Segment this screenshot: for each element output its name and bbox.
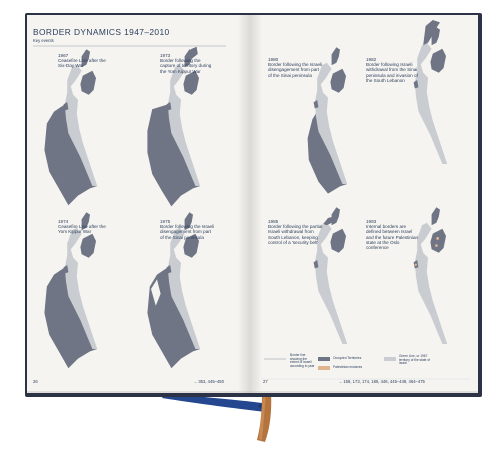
- legend-green-line-swatch: [384, 357, 396, 361]
- copper-ribbon-bookmark: [257, 392, 271, 442]
- caption-1975: 1975 Border following the Israeli disengagement from part of the Sinai peninsula: [160, 219, 215, 240]
- caption-1980: 1980 Border following the Israeli disengagement from part of the Sinai peninsula: [268, 57, 323, 78]
- legend-occupied-label: Occupied Territories: [333, 356, 362, 360]
- legend-palestinian-label: Palestinian enclaves: [333, 365, 363, 369]
- page-subtitle: Key events: [33, 38, 54, 43]
- caption-1974: 1974 Ceasefire Line after the Yom Kippur War: [58, 219, 106, 235]
- legend-border-label: Border line showing the extent of Israeli according to year: [290, 353, 315, 368]
- caption-1993: 1993 Internal borders are defined between Israel and the future Palestinian state at the Oslo conference: [366, 219, 419, 250]
- legend-green-line-label: Green Line, or 1967 territory of the state of Israel: [399, 354, 431, 366]
- right-page-number: 27: [263, 379, 268, 384]
- page-title: BORDER DYNAMICS 1947–2010: [33, 27, 170, 37]
- caption-1982: 1982 Border following Israeli withdrawal from the Sinai peninsula and invasion of the South Lebanon: [366, 57, 418, 83]
- left-page-number: 26: [33, 379, 38, 384]
- caption-1967: 1967 Ceasefire Line after the Six-Day War: [58, 53, 106, 69]
- caption-1973: 1973 Border following the capture of territory during the Yom Kippur War: [160, 53, 212, 74]
- legend-palestinian-swatch: [318, 366, 330, 370]
- left-page-refs: → 353, 445–450: [193, 379, 224, 384]
- right-page-refs: → 158, 173, 174, 185, 446, 445–449, 464–475: [338, 379, 425, 384]
- legend-occupied-swatch: [318, 357, 330, 361]
- caption-1985: 1985 Border following the partial Israeli withdrawal from South Lebanon, keeping control of a 'security belt': [268, 219, 323, 245]
- page-gutter: [238, 15, 262, 393]
